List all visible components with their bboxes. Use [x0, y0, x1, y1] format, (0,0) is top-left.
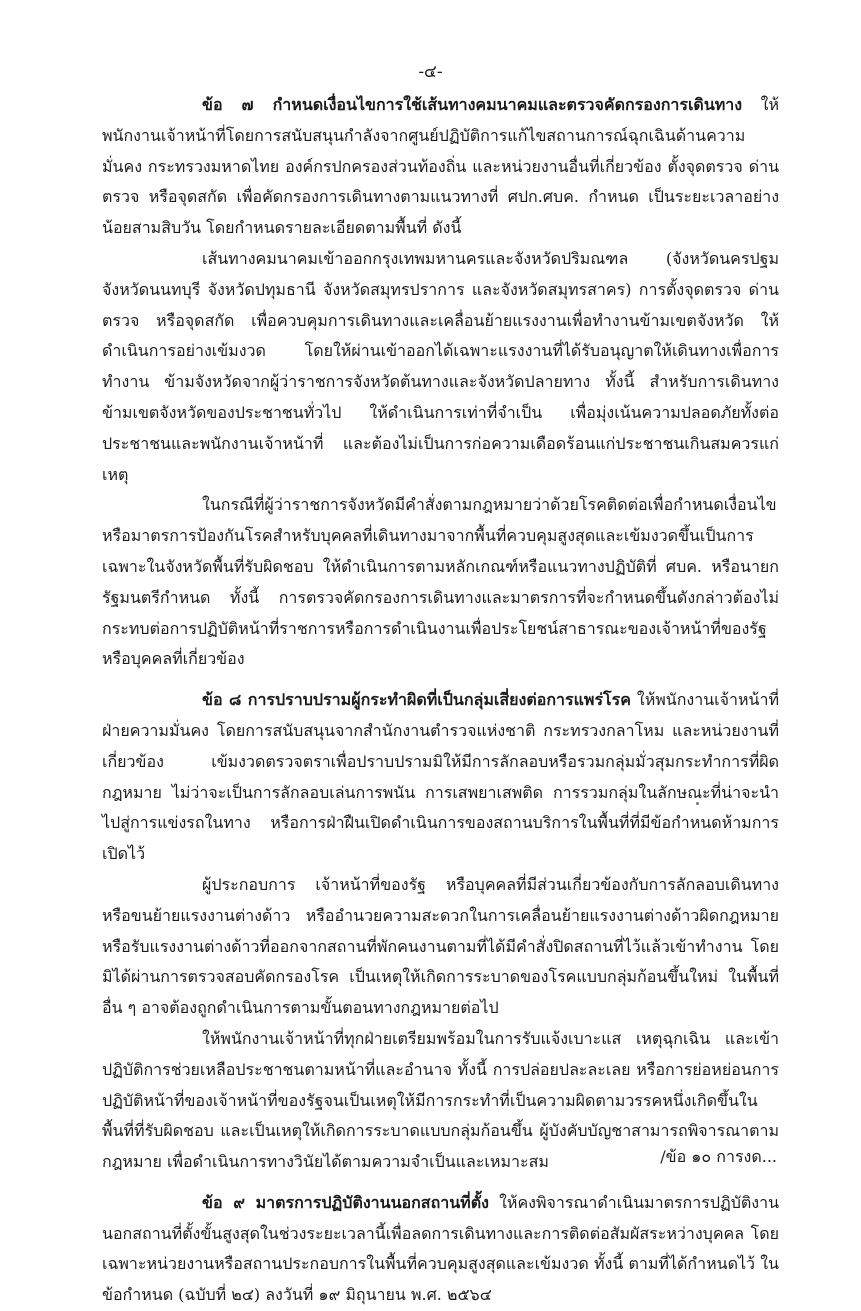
scan-speck [696, 802, 699, 805]
clause-7-heading: ข้อ ๗ กำหนดเงื่อนไขการใช้เส้นทางคมนาคมและตรวจคัดกรองการเดินทาง [202, 95, 743, 114]
clause-9-heading: ข้อ ๙ มาตรการปฏิบัติงานนอกสถานที่ตั้ง [202, 1192, 489, 1212]
clause-9-paragraph-1 [102, 1188, 779, 1311]
clause-7-paragraph-2: เส้นทางคมนาคมเข้าออกกรุงเทพมหานครและจังหวัดปริมณฑล (จังหวัดนครปฐม จังหวัดนนทบุรี จังหวัดปทุมธานี จังหวัดสมุทรปราการ และจังหวัดสมุทรสาคร) การตั้งจุดตรวจ ด่านตรวจ หรือจุดสกัด เพื่อควบคุมการเดินทางและเคลื่อนย้ายแรงงานเพื่อทำงานข้ามเขตจังหวัด ให้ดำเนินการอย่างเข้มงวด โดยให้ผ่านเข้าออกได้เฉพาะแรงงานที่ได้รับอนุญาตให้เดินทางเพื่อการทำงาน ข้ามจังหวัดจากผู้ว่าราชการจังหวัดต้นทางและจังหวัดปลายทาง ทั้งนี้ สำหรับการเดินทางข้ามเขตจังหวัดของประชาชนทั่วไป ให้ดำเนินการเท่าที่จำเป็น เพื่อมุ่งเน้นความปลอดภัยทั้งต่อประชาชนและพนักงานเจ้าหน้าที่ และต้องไม่เป็นการก่อความเดือดร้อนแก่ประชาชนเกินสมควรแก่เหตุ [102, 248, 779, 484]
page-number: -๔- [418, 62, 443, 82]
clause-8-paragraph-3: ให้พนักงานเจ้าหน้าที่ทุกฝ่ายเตรียมพร้อมในการรับแจ้งเบาะแส เหตุฉุกเฉิน และเข้าปฏิบัติการช่วยเหลือประชาชนตามหน้าที่และอำนาจ ทั้งนี้ การปล่อยปละละเลย หรือการย่อหย่อนการปฏิบัติหน้าที่ของเจ้าหน้าที่ของรัฐจนเป็นเหตุให้มีการกระทำที่เป็นความผิดตามวรรคหนึ่งเกิดขึ้นในพื้นที่ที่รับผิดชอบ และเป็นเหตุให้เกิดการระบาดแบบกลุ่มก้อนขึ้น ผู้บังคับบัญชาสามารถพิจารณาตามกฎหมาย เพื่อดำเนินการทางวินัยได้ตามความจำเป็นและเหมาะสม [102, 1028, 779, 1172]
clause-8-paragraph-2: ผู้ประกอบการ เจ้าหน้าที่ของรัฐ หรือบุคคลที่มีส่วนเกี่ยวข้องกับการลักลอบเดินทาง หรือขนย้ายแรงงานต่างด้าว หรืออำนวยความสะดวกในการเคลื่อนย้ายแรงงานต่างด้าวผิดกฎหมาย หรือรับแรงงานต่างด้าวที่ออกจากสถานที่พักคนงานตามที่ได้มีคำสั่งปิดสถานที่ไว้แล้วเข้าทำงาน โดยมิได้ผ่านการตรวจสอบคัดกรองโรค เป็นเหตุให้เกิดการระบาดของโรคแบบกลุ่มก้อนขึ้นใหม่ ในพื้นที่อื่น ๆ อาจต้องถูกดำเนินการตามขั้นตอนทางกฎหมายต่อไป [102, 874, 779, 1018]
clause-8-heading: ข้อ ๘ การปราบปรามผู้กระทำผิดที่เป็นกลุ่มเสี่ยงต่อการแพร่โรค [202, 690, 631, 710]
clause-8-paragraph-1-text: ให้พนักงานเจ้าหน้าที่ฝ่ายความมั่นคง โดยการสนับสนุนจากสำนักงานตำรวจแห่งชาติ กระทรวงกลาโหม และหน่วยงานที่เกี่ยวข้อง เข้มงวดตรวจตราเพื่อปราบปรามมิให้มีการลักลอบหรือรวมกลุ่มมั่วสุมกระทำการที่ผิดกฎหมาย ไม่ว่าจะเป็นการลักลอบเล่นการพนัน การเสพยาเสพติด การรวมกลุ่มในลักษณะที่น่าจะนำไปสู่การแข่งรถในทาง หรือการฝ่าฝืนเปิดดำเนินการของสถานบริการในพื้นที่ที่มีข้อกำหนดห้ามการเปิดไว้ [102, 690, 779, 864]
continuation-note: /ข้อ ๑๐ การงด... [660, 1147, 777, 1166]
clause-8-paragraph-1 [102, 685, 779, 870]
clause-7-paragraph-1-text: ให้พนักงานเจ้าหน้าที่โดยการสนับสนุนกำลังจากศูนย์ปฏิบัติการแก้ไขสถานการณ์ฉุกเฉินด้านความมั่นคง กระทรวงมหาดไทย องค์กรปกครองส่วนท้องถิ่น และหน่วยงานอื่นที่เกี่ยวข้อง ตั้งจุดตรวจ ด่านตรวจ หรือจุดสกัด เพื่อคัดกรองการเดินทางตามแนวทางที่ ศปก.ศบค. กำหนด เป็นระยะเวลาอย่างน้อยสามสิบวัน โดยกำหนดรายละเอียดตามพื้นที่ ดังนี้ [102, 95, 779, 238]
clause-9-paragraph-1-text: ให้คงพิจารณาดำเนินมาตรการปฏิบัติงาน นอกสถานที่ตั้งขั้นสูงสุดในช่วงระยะเวลานี้เพื่อลดการเดินทางและการติดต่อสัมผัสระหว่างบุคคล โดยเฉพาะหน่วยงานหรือสถานประกอบการในพื้นที่ควบคุมสูงสุดและเข้มงวด ทั้งนี้ ตามที่ได้กำหนดไว้ ในข้อกำหนด (ฉบับที่ ๒๔) ลงวันที่ ๑๙ มิถุนายน พ.ศ. ๒๕๖๔ [102, 1192, 780, 1305]
clause-7-paragraph-3: ในกรณีที่ผู้ว่าราชการจังหวัดมีคำสั่งตามกฎหมายว่าด้วยโรคติดต่อเพื่อกำหนดเงื่อนไข หรือมาตรการป้องกันโรคสำหรับบุคคลที่เดินทางมาจากพื้นที่ควบคุมสูงสุดและเข้มงวดขึ้นเป็นการเฉพาะในจังหวัดพื้นที่รับผิดชอบ ให้ดำเนินการตามหลักเกณฑ์หรือแนวทางปฏิบัติที่ ศบค. หรือนายกรัฐมนตรีกำหนด ทั้งนี้ การตรวจคัดกรองการเดินทางและมาตรการที่จะกำหนดขึ้นดังกล่าวต้องไม่กระทบต่อการปฏิบัติหน้าที่ราชการหรือการดำเนินงานเพื่อประโยชน์สาธารณะของเจ้าหน้าที่ของรัฐหรือบุคคลที่เกี่ยวข้อง [102, 495, 779, 669]
document-body [102, 90, 779, 1311]
clause-7-paragraph-1 [102, 90, 779, 244]
